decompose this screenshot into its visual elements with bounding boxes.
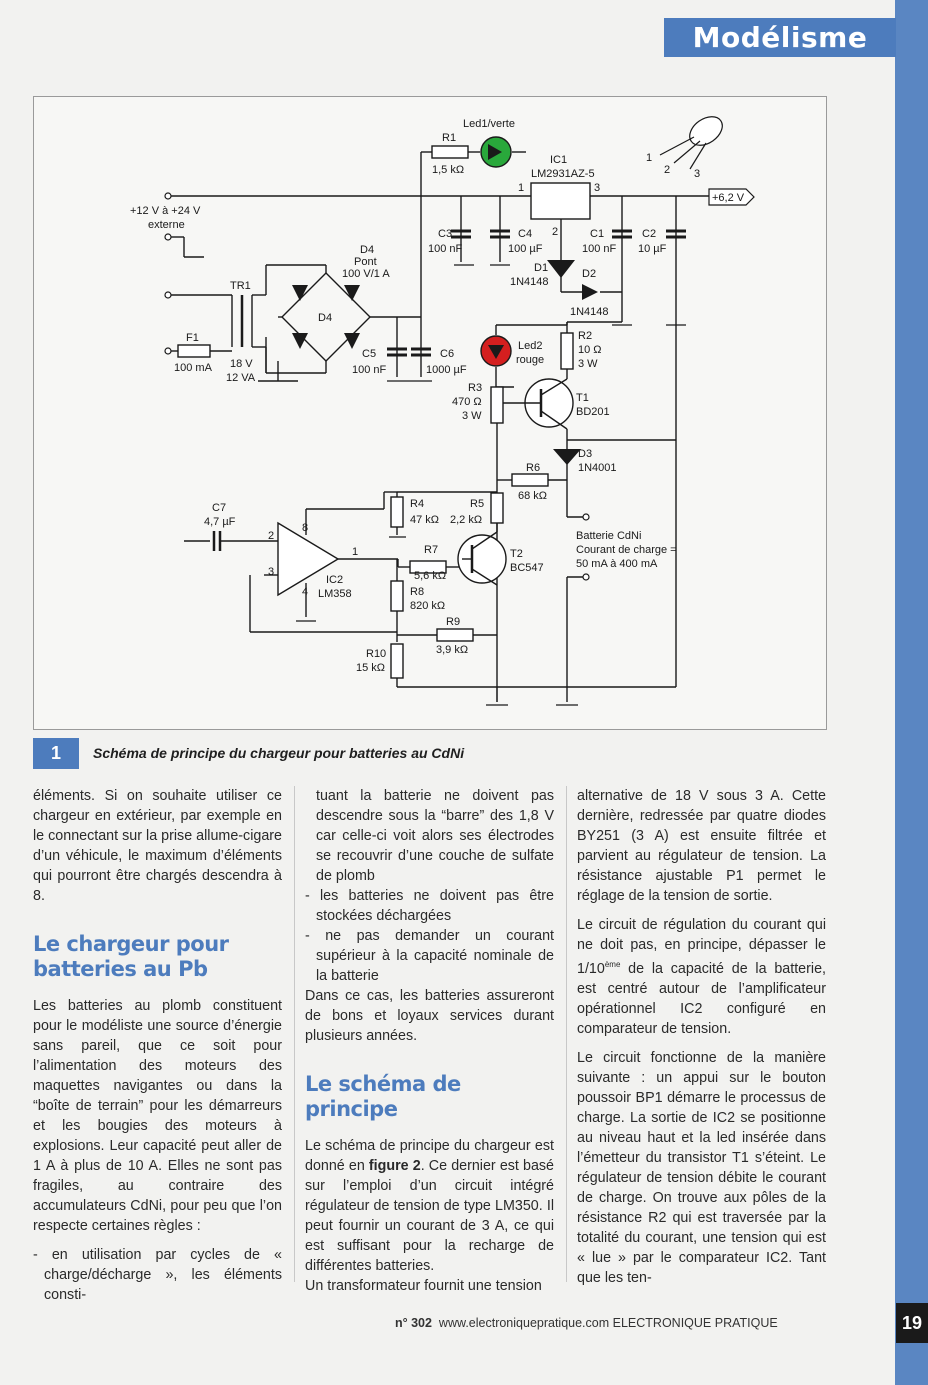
r10-value: 15 kΩ (356, 662, 386, 674)
section-header: Modélisme (664, 18, 896, 57)
r1-label: R1 (442, 132, 457, 144)
t1-label: T1 (576, 392, 589, 404)
c6-value: 1000 µF (426, 364, 467, 376)
led1-label: Led1/verte (463, 118, 515, 130)
d3-label: D3 (578, 448, 593, 460)
list-item: - ne pas demander un courant supérieur à la capacité nominale de la batterie (305, 928, 554, 984)
c7-label: C7 (212, 502, 227, 514)
issue-number: n° 302 (395, 1316, 432, 1330)
top-margin (0, 0, 895, 20)
page-edge-band (895, 0, 928, 1385)
list-item: - les batteries ne doivent pas être stockées déchargées (305, 888, 554, 924)
ic1-pin3: 3 (594, 182, 601, 194)
list-item: tuant la batterie ne doivent pas descendre sous la “barre” des 1,8 V car celle-ci voit alors ses électrodes se recouvrir d’une couche de sulfate de plomb (316, 788, 554, 884)
f1-value: 100 mA (174, 362, 212, 374)
ext-label-1: +12 V à +24 V (130, 205, 201, 217)
r5-value: 2,2 kΩ (450, 514, 483, 526)
r3-power: 3 W (462, 410, 482, 422)
r6-label: R6 (526, 462, 541, 474)
text-column-2 (305, 786, 554, 1296)
ext-label-2: externe (148, 219, 185, 231)
c6-label: C6 (440, 348, 455, 360)
text-column-1 (33, 786, 282, 1305)
tr1-label: TR1 (230, 280, 251, 292)
page-number: 19 (896, 1303, 928, 1343)
paragraph: alternative de 18 V sous 3 A. Cette dernière, redressée par quatre diodes BY251 (3 A) est ensuite filtrée et parvient au régulateur de tension. La résistance ajustable P1 permet le réglage de la tension de sortie. (577, 788, 826, 904)
page-footer (395, 1316, 778, 1330)
ic1-pin1: 1 (518, 182, 525, 194)
d3-value: 1N4001 (578, 462, 617, 474)
column-divider (566, 786, 567, 1282)
ic1-value: LM2931AZ-5 (531, 168, 595, 180)
r6-value: 68 kΩ (518, 490, 548, 502)
opamp-pin1: 1 (352, 546, 359, 558)
r1-value: 1,5 kΩ (432, 164, 465, 176)
c3-value: 100 nF (428, 243, 463, 255)
r10-label: R10 (366, 648, 387, 660)
r4-value: 47 kΩ (410, 514, 440, 526)
d4-value: 100 V/1 A (342, 268, 390, 280)
opamp-pin2: 2 (268, 530, 275, 542)
pinout-2: 2 (664, 164, 671, 176)
r3-value: 470 Ω (452, 396, 482, 408)
r5-label: R5 (470, 498, 485, 510)
c3-label: C3 (438, 228, 453, 240)
charge-current-value: 50 mA à 400 mA (576, 558, 658, 570)
paragraph: Le circuit fonctionne de la manière suivante : un appui sur le bouton poussoir BP1 démarre le processus de charge. La sortie de IC2 se positionne au niveau haut et la led insérée dans l’émetteur du transistor T1 s’éteint. Le régulateur de tension débite le courant de charge. On trouve aux pôles de la résistance R2 qui est traversée par la totalité du courant, une tension qui est « lue » par le comparateur IC2. Tant que les ten- (577, 1049, 826, 1286)
text-run: Le circuit de régulation du courant qui ne doit pas, en principe, dépasser le 1/10 (577, 917, 826, 977)
schematic-diagram (34, 97, 828, 731)
r2-value: 10 Ω (578, 344, 602, 356)
text-column-3 (577, 786, 826, 1297)
d4-label: D4 (360, 244, 375, 256)
ic1-pin2: 2 (552, 226, 559, 238)
section-heading: Le chargeur pour batteries au Pb (33, 932, 229, 981)
r9-label: R9 (446, 616, 461, 628)
superscript: ème (604, 960, 621, 969)
website: www.electroniquepratique.com (438, 1316, 610, 1330)
r2-power: 3 W (578, 358, 598, 370)
r7-label: R7 (424, 544, 439, 556)
column-divider (294, 786, 295, 1282)
c5-value: 100 nF (352, 364, 387, 376)
c4-value: 100 µF (508, 243, 543, 255)
text-run: . Ce dernier est basé sur l’emploi d’un circuit intégré régulateur de tension de type LM350. Il peut fournir un courant de 3 A, ce qui est suffisant pour la recharge de différentes batteries. (305, 1158, 555, 1274)
c1-label: C1 (590, 228, 605, 240)
c7-value: 4,7 µF (204, 516, 236, 528)
led2-label: Led2 (518, 340, 543, 352)
c1-value: 100 nF (582, 243, 617, 255)
magazine-name: ELECTRONIQUE PRATIQUE (612, 1316, 778, 1330)
r2-label: R2 (578, 330, 593, 342)
pinout-1: 1 (646, 152, 653, 164)
r7-value: 5,6 kΩ (414, 570, 447, 582)
figure-number: 1 (33, 738, 79, 769)
r3-label: R3 (468, 382, 483, 394)
paragraph: Un transformateur fournit une tension (305, 1278, 542, 1294)
c4-label: C4 (518, 228, 533, 240)
led2-value: rouge (516, 354, 545, 366)
paragraph: Les batteries au plomb constituent pour le modéliste une source d’énergie sans pareil, que ce soit pour l’alimentation des moteurs des maquettes navigantes ou dans la “boîte de terrain” pour les démarreurs et les bougies des moteurs à explosions. Leur capacité peut aller de 1 A à plus de 10 A. Elles ne sont pas fragiles, au contraire des accumulateurs CdNi, pour peu que l’on respecte certaines règles : (33, 998, 282, 1234)
d4-center: D4 (318, 312, 333, 324)
paragraph (305, 1136, 554, 1276)
battery-label: Batterie CdNi (576, 530, 642, 542)
t2-value: BC547 (510, 562, 544, 574)
tr1-voltage: 18 V (230, 358, 253, 370)
r4-label: R4 (410, 498, 425, 510)
t2-label: T2 (510, 548, 523, 560)
c5-label: C5 (362, 348, 377, 360)
section-heading: Le schéma de principe (305, 1072, 461, 1121)
ic1-label: IC1 (550, 154, 568, 166)
figure-caption: Schéma de principe du chargeur pour batteries au CdNi (93, 745, 465, 761)
figure-reference: figure 2 (368, 1158, 421, 1174)
charge-current-label: Courant de charge = (576, 544, 677, 556)
ic2-value: LM358 (318, 588, 352, 600)
d2-label: D2 (582, 268, 597, 280)
f1-label: F1 (186, 332, 199, 344)
list-item: - en utilisation par cycles de « charge/décharge », les éléments consti- (33, 1247, 282, 1303)
opamp-pin4: 4 (302, 586, 309, 598)
d1-label: D1 (534, 262, 549, 274)
ic2-label: IC2 (326, 574, 344, 586)
r9-value: 3,9 kΩ (436, 644, 469, 656)
t1-value: BD201 (576, 406, 610, 418)
r8-label: R8 (410, 586, 425, 598)
opamp-pin8: 8 (302, 522, 309, 534)
text-run: de la capacité de la batterie, est centré autour de l’amplificateur opérationnel IC2 configuré en comparateur de tension. (577, 960, 826, 1037)
d2-value: 1N4148 (570, 306, 609, 318)
c2-label: C2 (642, 228, 657, 240)
paragraph: Dans ce cas, les batteries assureront de bons et loyaux services durant plusieurs années. (305, 988, 554, 1044)
output-voltage: +6,2 V (712, 192, 745, 204)
r8-value: 820 kΩ (410, 600, 446, 612)
tr1-power: 12 VA (226, 372, 256, 384)
pinout-3: 3 (694, 168, 701, 180)
text-run: Le schéma de principe du chargeur est donné en (305, 1138, 554, 1174)
paragraph: éléments. Si on souhaite utiliser ce chargeur en extérieur, par exemple en le connectant sur la prise allume-cigare d’un véhicule, le maximum d’éléments qui pourront être chargés descendra à 8. (33, 788, 282, 904)
opamp-pin3: 3 (268, 566, 275, 578)
c2-value: 10 µF (638, 243, 667, 255)
paragraph (577, 915, 826, 1039)
d4-pont: Pont (354, 256, 377, 268)
schematic-figure (33, 96, 827, 730)
d1-value: 1N4148 (510, 276, 549, 288)
